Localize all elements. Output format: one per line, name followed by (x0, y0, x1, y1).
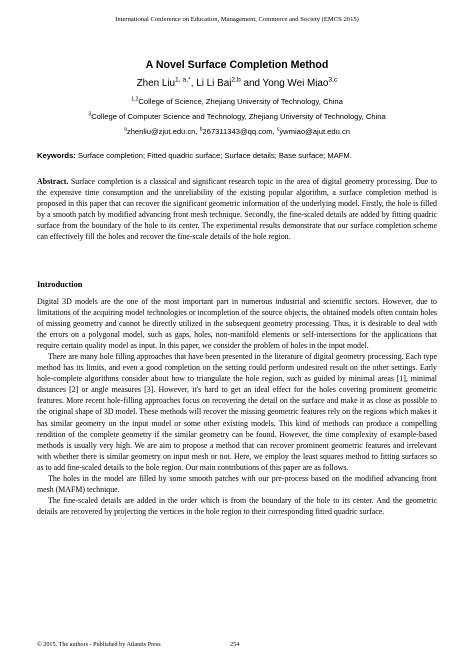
affiliation-line (0, 97, 474, 106)
author-name: Zhen Liu (136, 78, 176, 89)
author-name: Li Li Bai (196, 78, 232, 89)
affiliation-text: College of Science, Zhejiang University of Technology, China (138, 97, 343, 106)
keywords-label: Keywords: (37, 151, 76, 160)
affiliation-mark: 3 (88, 111, 92, 118)
body-paragraph: Digital 3D models are the one of the most important part in numerous industrial and scientific sectors. However, due to limitations of the acquiring model technologies or incompletion of the source objects, the obtained models often contain holes of missing geometry and cannot be directly utilized in the subsequent geometry processing. Thus, it is desirable to deal with the errors on a polygonal model, such as gaps, holes, non-manifold elements or self-intersections for the applications that require certain quality model as input. In this paper, we consider the problem of holes in the input model. (37, 297, 437, 351)
keywords-line (37, 151, 447, 160)
author-affiliation-mark: 2,b (231, 76, 241, 84)
page-number: 254 (230, 641, 240, 648)
body-paragraph: The fine-scaled details are added in the order which is from the boundary of the hole to its center. And the geometric details are recovered by projecting the vertices in the hole region to their corresponding fitted quadric surface. (37, 495, 437, 516)
conference-header: International Conference on Education, Management, Commerce and Society (EMCS 2015) (115, 16, 359, 23)
body-paragraph: There are many hole filling approaches that have been presented in the literature of digital geometry processing. Each type method has its limits, and even a good completion on the setting could perform undesired result on the other settings. Early hole-complete algorithms consider about how to triangulate the hole region, such as guided by minimal areas [1], minimal distances [2] or angle measures [3]. However, it's hard to get an ideal effect for the holes covering prominent geometric features. More recent hole-filling approaches focus on recovering the detail on the surface and make it as close as possible to the original shape of 3D model. These methods will recover the missing geometric features rely on the regions which makes it has similar geometry on the input model or some other existing models. This kind of methods can produce a compelling rendition of the complete geometry if the similar geometry can be found. However, the time complexity of example-based methods is usually very high. We are aim to propose a method that can recover prominent geometric features and irrelevant with whether there is similar geometry on input mesh or not. Here, we employ the least squares method to fitting surfaces so as to add fine-scaled details to the hole region. Our main contributions of this paper are as follows. (37, 352, 437, 472)
email-address: zhenliu@zjut.edu.cn, (126, 127, 200, 136)
author-separator: and (240, 78, 263, 89)
email-address: ywmiao@ajut.edu.cn (279, 127, 350, 136)
keywords-text: Surface completion; Fitted quadric surface; Surface details; Base surface; MAFM. (77, 151, 352, 160)
email-line (0, 127, 474, 136)
abstract-label: Abstract. (37, 177, 69, 186)
body-paragraph: The holes in the model are filled by some smooth patches with our pre-process based on the modified advancing front mesh (MAFM) technique. (37, 473, 437, 494)
affiliation-mark: 1,2 (131, 96, 139, 103)
paper-title: A Novel Surface Completion Method (145, 59, 329, 71)
email-mark: b (199, 126, 203, 133)
email-mark: a (124, 126, 127, 133)
abstract-section (37, 176, 437, 242)
author-affiliation-mark: 3,c (328, 76, 338, 84)
affiliation-text: College of Computer Science and Technology, Zhejiang University of Technology, China (91, 112, 386, 121)
author-separator: , (190, 78, 197, 89)
introduction-section (37, 296, 437, 517)
copyright-footer: © 2015. The authors - Published by Atlantis Press (37, 641, 161, 648)
author-affiliation-mark: 1, a,* (175, 76, 191, 84)
email-mark: c (276, 126, 280, 133)
section-heading-introduction: Introduction (37, 280, 83, 289)
abstract-text: Surface completion is a classical and significant research topic in the area of digital geometry processing. Due to the expensive time consumption and the unreliability of the existing popular algorithm, a surface completion method is proposed in this paper that can recover the significant geometric information of the underlying model. Firstly, the hole is filled by a smooth patch by modified advancing front mesh technique. Secondly, the fine-scaled details are added by fitting quadric surface from the boundary of the hole to its center. The experimental results demonstrate that our surface completion scheme can effectively fill the holes and recover the fine-scale details of the hole region. (37, 177, 437, 242)
author-name: Yong Wei Miao (262, 78, 329, 89)
affiliation-line (0, 112, 474, 121)
email-address: 267311343@qq.com, (202, 127, 277, 136)
author-list (0, 78, 474, 89)
